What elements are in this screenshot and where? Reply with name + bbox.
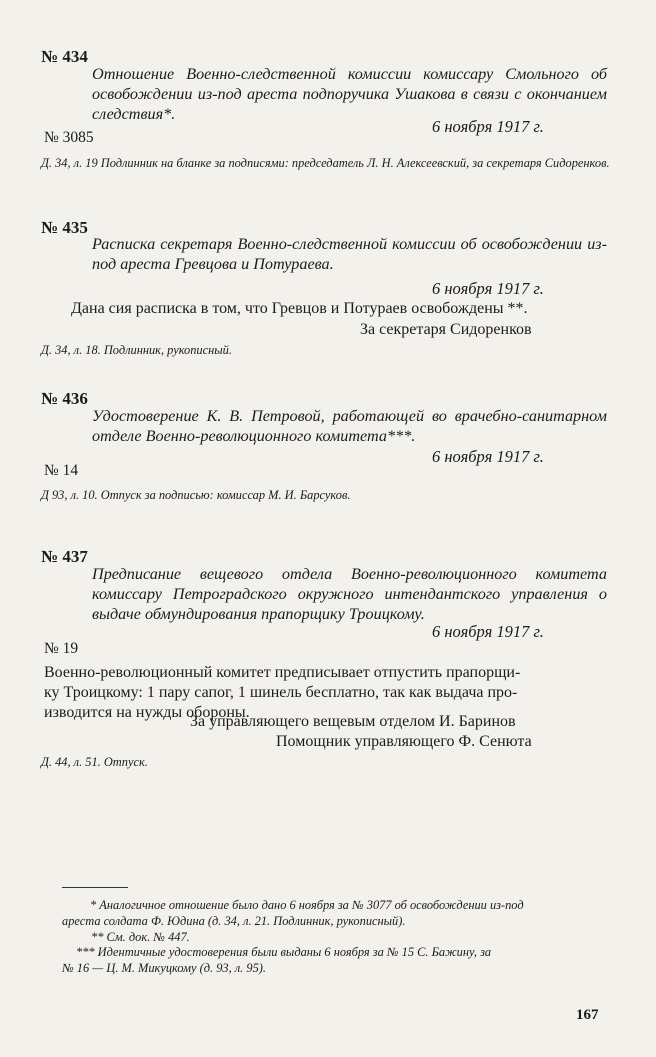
doc-reg-number: № 19 bbox=[44, 640, 79, 657]
doc-signature-line: За управляющего вещевым отделом И. Баринов bbox=[190, 713, 516, 730]
doc-reg-number: № 14 bbox=[44, 462, 79, 479]
doc-body-line: Военно-революционный комитет предписывает отпустить прапорщи- bbox=[44, 664, 521, 681]
footnote-divider bbox=[62, 887, 128, 888]
doc-date: 6 ноября 1917 г. bbox=[432, 622, 544, 641]
doc-source: Д. 34, л. 18. Подлинник, рукописный. bbox=[41, 343, 232, 357]
doc-body-line: изводится на нужды обороны. bbox=[44, 704, 250, 721]
doc-source: Д. 34, л. 19 Подлинник на бланке за подписями: председатель Л. Н. Алексеевский, за секретаря Сидоренков. bbox=[41, 156, 610, 170]
footnote-line: № 16 — Ц. М. Микуцкому (д. 93, л. 95). bbox=[62, 961, 266, 975]
footnote-line: *** Идентичные удостоверения были выданы 6 ноября за № 15 С. Бажину, за bbox=[76, 945, 492, 959]
doc-date: 6 ноября 1917 г. bbox=[432, 447, 544, 466]
doc-source: Д 93, л. 10. Отпуск за подписью: комиссар М. И. Барсуков. bbox=[41, 488, 351, 502]
doc-signature: За секретаря Сидоренков bbox=[360, 321, 532, 338]
doc-number: № 435 bbox=[41, 218, 88, 237]
doc-body: Дана сия расписка в том, что Гревцов и Потураев освобождены **. bbox=[71, 300, 528, 317]
doc-reg-number: № 3085 bbox=[44, 129, 94, 146]
doc-title: Расписка секретаря Военно-следственной комиссии об освобождении из-под ареста Гревцова и Потураева. bbox=[92, 235, 607, 273]
footnote-line: ареста солдата Ф. Юдина (д. 34, л. 21. Подлинник, рукописный). bbox=[62, 914, 406, 928]
doc-number: № 437 bbox=[41, 547, 88, 566]
doc-date: 6 ноября 1917 г. bbox=[432, 279, 544, 298]
doc-date: 6 ноября 1917 г. bbox=[432, 117, 544, 136]
doc-title: Отношение Военно-следственной комиссии комиссару Смольного об освобождении из-под ареста подпоручика Ушакова в связи с окончанием следствия*. bbox=[92, 65, 607, 123]
doc-title: Удостоверение К. В. Петровой, работающей во врачебно-санитарном отделе Военно-революционного комитета***. bbox=[92, 407, 607, 445]
footnote-line: ** См. док. № 447. bbox=[91, 930, 190, 944]
doc-body-line: ку Троицкому: 1 пару сапог, 1 шинель бесплатно, так как выдача про- bbox=[44, 684, 518, 701]
footnote-line: * Аналогичное отношение было дано 6 ноября за № 3077 об освобождении из-под bbox=[90, 898, 524, 912]
doc-source: Д. 44, л. 51. Отпуск. bbox=[41, 755, 148, 769]
page-number: 167 bbox=[576, 1007, 599, 1023]
doc-signature-line: Помощник управляющего Ф. Сенюта bbox=[276, 733, 532, 750]
doc-number: № 434 bbox=[41, 47, 88, 66]
doc-number: № 436 bbox=[41, 389, 88, 408]
doc-title: Предписание вещевого отдела Военно-революционного комитета комиссару Петроградского окружного интендантского управления о выдаче обмундирования прапорщику Троицкому. bbox=[92, 565, 607, 623]
